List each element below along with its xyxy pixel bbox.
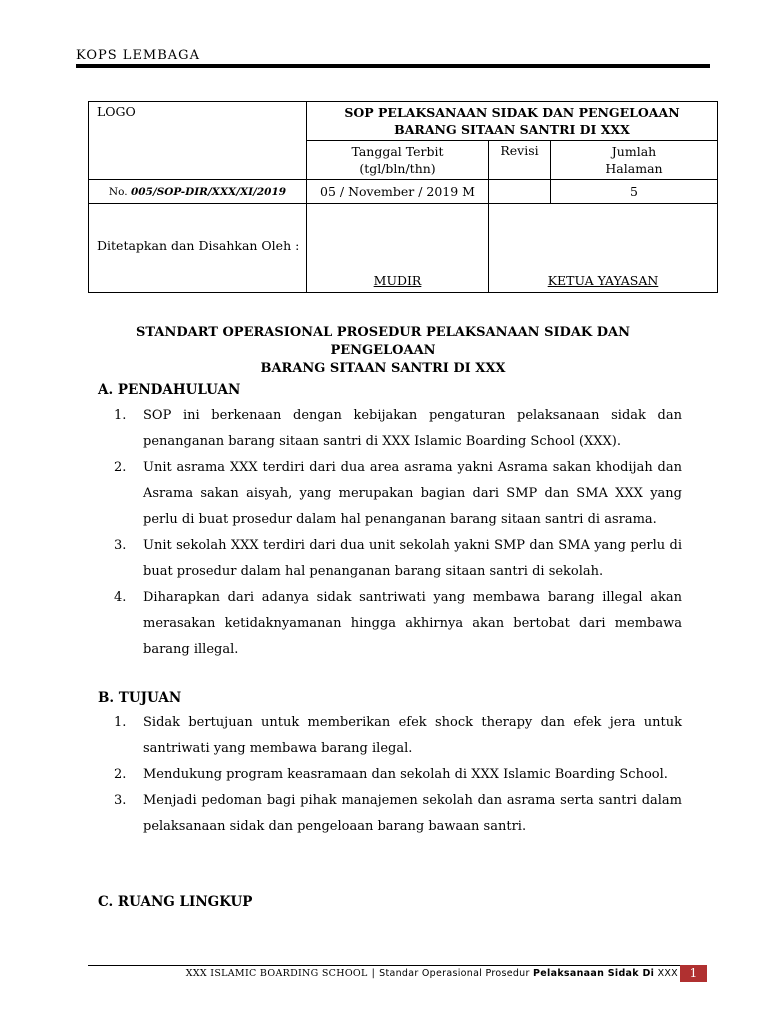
footer-sop-end: XXX [657,968,678,979]
revisi-value [489,180,551,204]
signature-ketua-cell [489,204,718,293]
list-item: 1. SOP ini berkenaan dengan kebijakan pengaturan pelaksanaan sidak dan penanganan barang sitaan santri di XXX Islamic Boarding School (XXX). [114,408,682,449]
signer-ketua-yayasan: KETUA YAYASAN [547,273,659,288]
section-b-list [114,710,682,840]
jumlah-halaman-value: 5 [551,180,718,204]
list-item: 4. Diharapkan dari adanya sidak santriwati yang membawa barang illegal akan merasakan ketidaknyamanan hingga akhirnya akan bertobat dari membawa barang illegal. [114,590,682,657]
footer-text [186,968,678,979]
list-item: 3. Unit sekolah XXX terdiri dari dua unit sekolah yakni SMP dan SMA yang perlu di buat prosedur dalam hal penanganan barang sitaan santri di sekolah. [114,538,682,579]
jumlah-halaman-header: Jumlah Halaman [551,141,718,180]
document-title: STANDART OPERASIONAL PROSEDUR PELAKSANAAN SIDAK DAN PENGELOAAN BARANG SITAAN SANTRI DI XXX [136,325,630,376]
sop-title-cell: SOP PELAKSANAAN SIDAK DAN PENGELOAAN BARANG SITAAN SANTRI DI XXX [307,102,718,141]
page-number-badge: 1 [680,965,707,982]
section-b-heading: B. TUJUAN [98,690,182,706]
list-item: 2. Mendukung program keasramaan dan sekolah di XXX Islamic Boarding School. [114,767,668,782]
footer-divider: | [371,968,376,979]
tanggal-terbit-header: Tanggal Terbit (tgl/bln/thn) [307,141,489,180]
signature-mudir-cell [307,204,489,293]
list-item: 2. Unit asrama XXX terdiri dari dua area asrama yakni Asrama sakan khodijah dan Asrama sakan aisyah, yang merupakan bagian dari SMP dan SMA XXX yang perlu di buat prosedur dalam hal penanganan barang sitaan santri di asrama. [114,460,682,527]
tanggal-terbit-value: 05 / November / 2019 M [307,180,489,204]
footer-sop-bold: Pelaksanaan Sidak Di [533,968,655,979]
ditetapkan-cell [89,204,307,293]
section-a-heading: A. PENDAHULUAN [98,382,241,398]
footer-school: XXX ISLAMIC BOARDING SCHOOL [185,968,368,979]
document-number: No. 005/SOP-DIR/XXX/XI/2019 [89,180,307,204]
list-item: 3. Menjadi pedoman bagi pihak manajemen sekolah dan asrama serta santri dalam pelaksanaan sidak dan pengeloaan barang bawaan santri. [114,793,682,834]
footer-rule [88,965,706,966]
section-a-list [114,403,682,663]
list-item: 1. Sidak bertujuan untuk memberikan efek shock therapy dan efek jera untuk santriwati yang membawa barang ilegal. [114,715,682,756]
signer-mudir: MUDIR [373,273,422,288]
footer-sop-label: Standar Operasional Prosedur [379,968,530,979]
revisi-header: Revisi [489,141,551,180]
sop-header-table [88,101,718,293]
logo-cell [89,102,307,180]
kops-lembaga: KOPS LEMBAGA [76,48,200,63]
section-c-heading: C. RUANG LINGKUP [98,894,253,910]
logo-placeholder: LOGO [97,104,136,119]
header-rule [76,64,710,68]
ditetapkan-label: Ditetapkan dan Disahkan Oleh : [97,238,300,253]
